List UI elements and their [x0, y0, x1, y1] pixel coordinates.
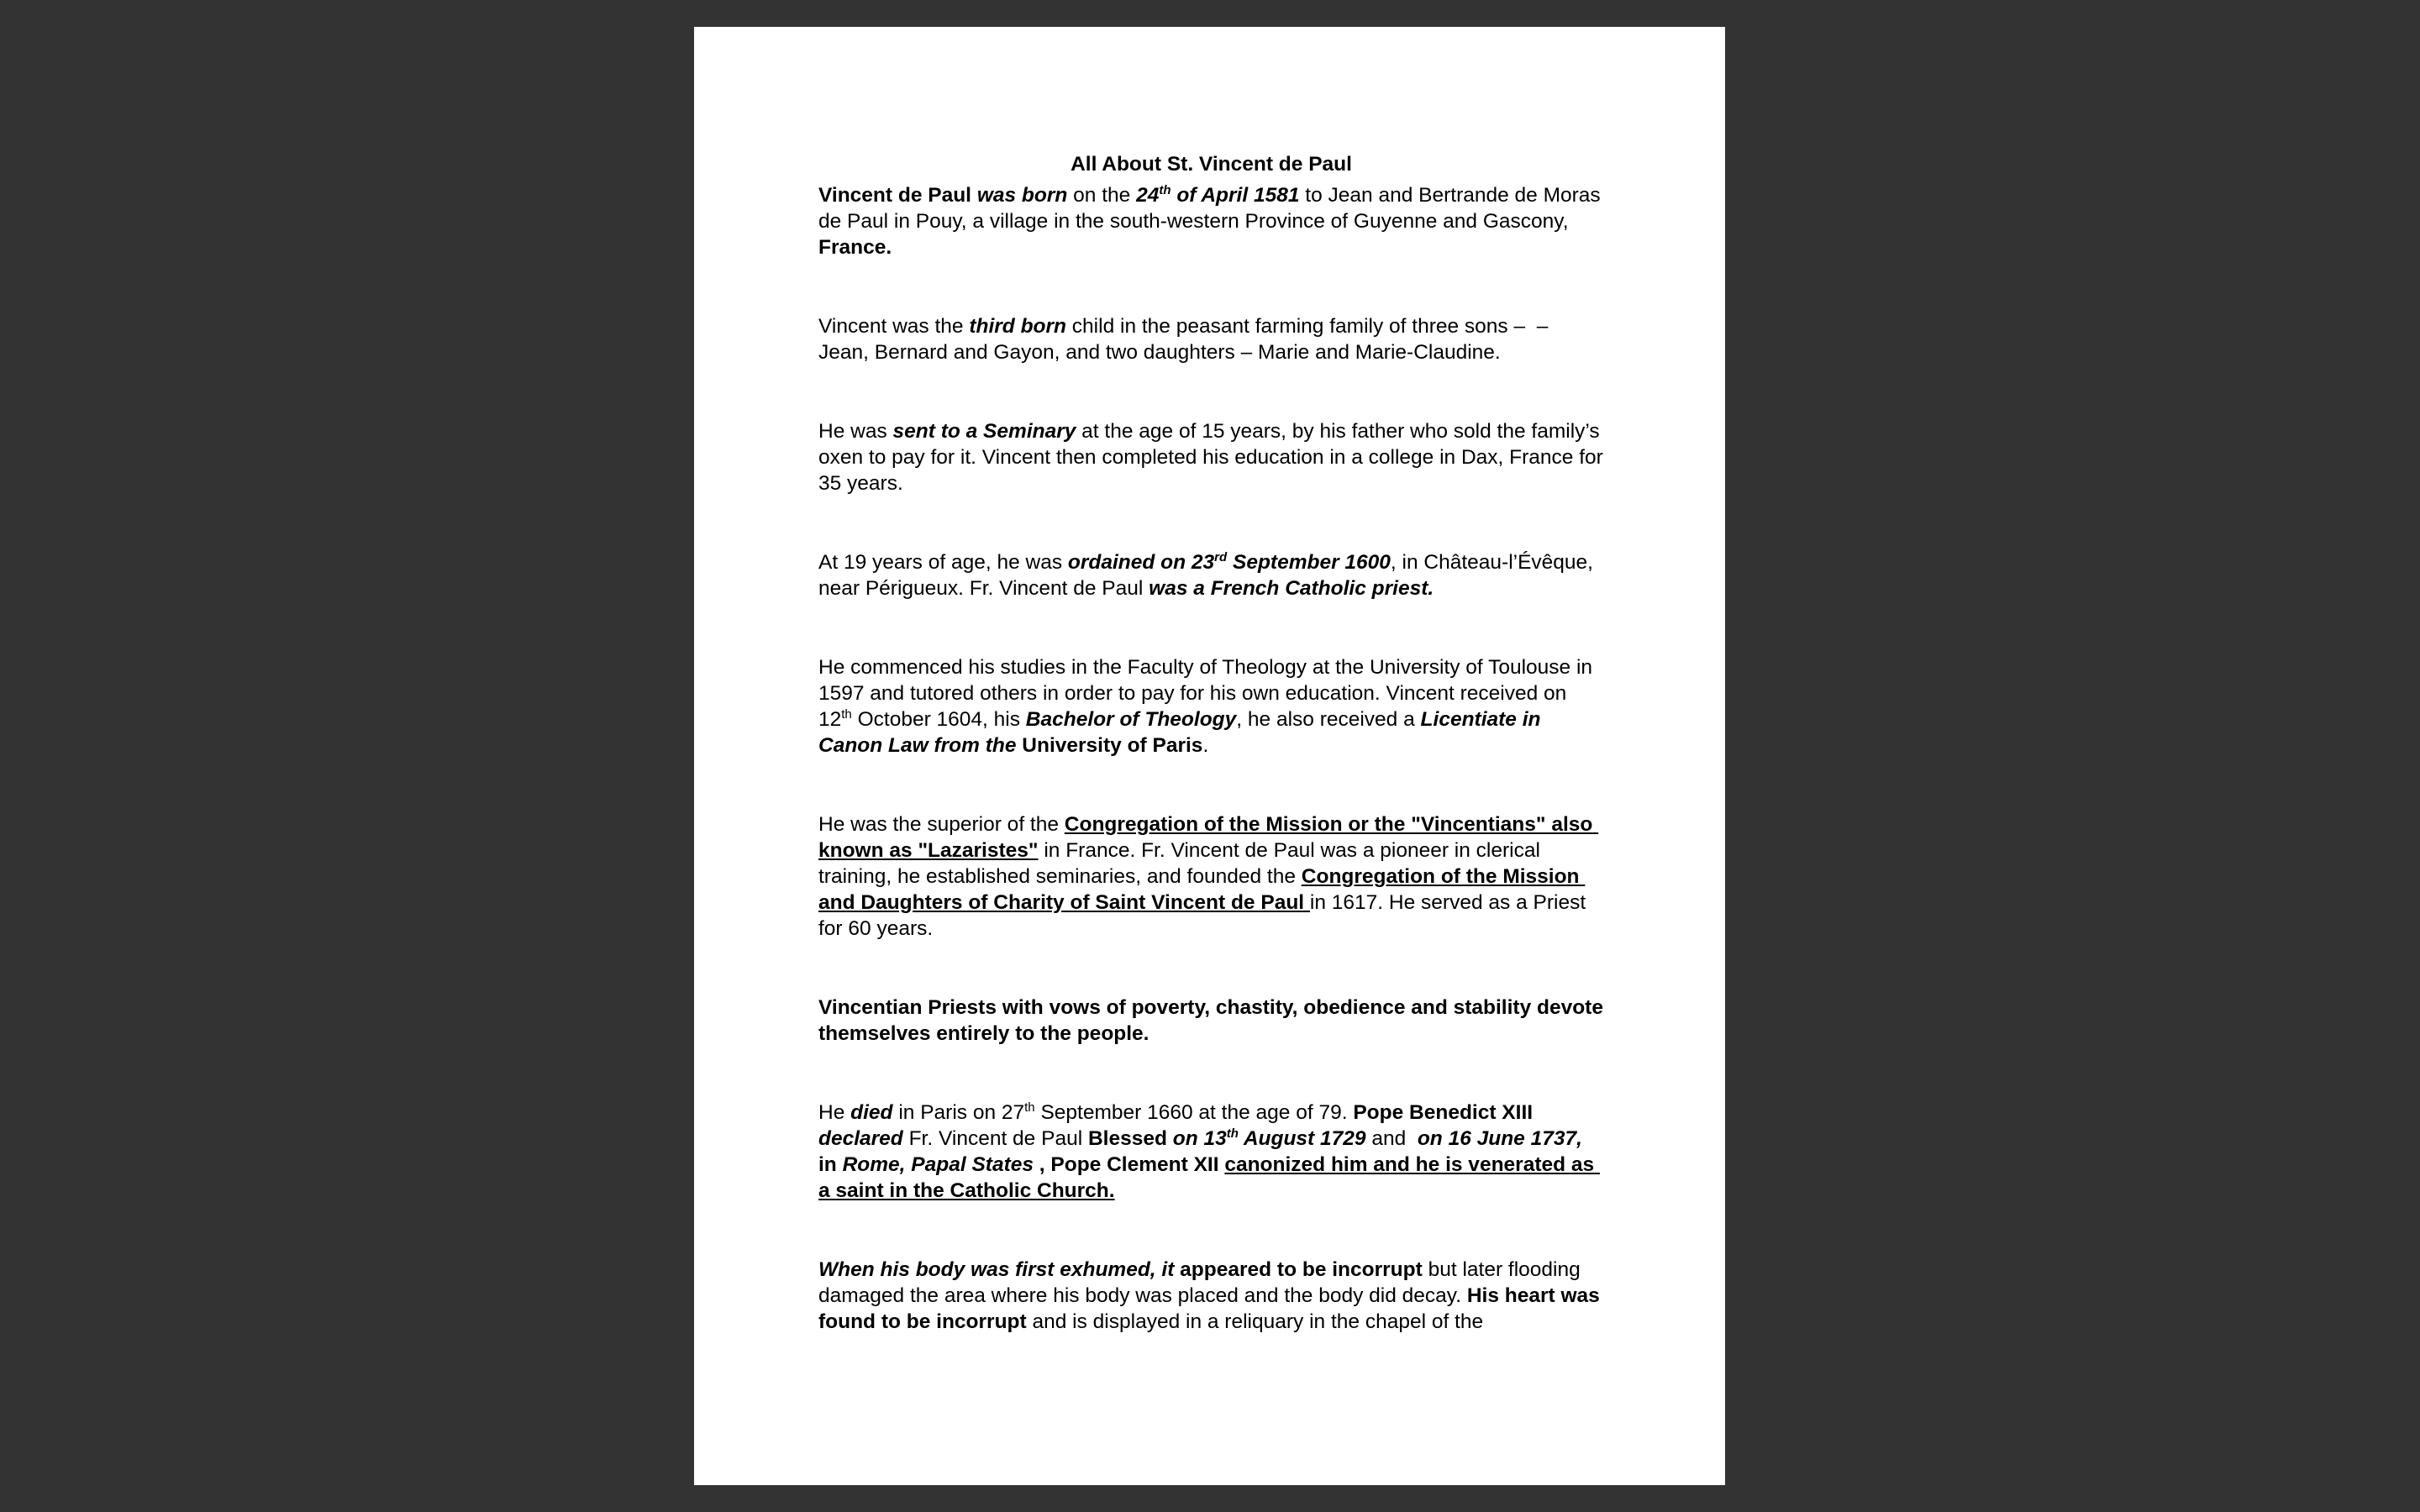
- text-run: in: [818, 1127, 1588, 1176]
- text-run: and: [1365, 1127, 1418, 1150]
- text-run: and is displayed in a reliquary in the chapel of the: [1026, 1310, 1484, 1333]
- text-run: 24: [1136, 184, 1160, 207]
- paragraph: [818, 995, 1609, 1047]
- text-run: September 1600: [1227, 551, 1391, 574]
- text-run: France.: [818, 236, 892, 259]
- paragraph: [818, 418, 1609, 496]
- text-run: He: [818, 1101, 851, 1124]
- text-run: canonized him and he is venerated as a saint in the Catholic Church.: [818, 1153, 1600, 1202]
- text-run: but later flooding damaged the area where his body was placed and the body did decay.: [818, 1258, 1586, 1307]
- text-run: sent to a Seminary: [892, 420, 1076, 443]
- text-run: Vincentian Priests with vows of poverty, chastity, obedience and stability devote themselves entirely to the people.: [818, 996, 1609, 1045]
- text-run: Pope Benedict XIII: [1353, 1101, 1539, 1124]
- text-run: on the: [1067, 184, 1137, 207]
- text-run: Congregation of the Mission and Daughters of Charity of Saint Vincent de Paul: [818, 865, 1586, 914]
- text-run: of April 1581: [1171, 184, 1300, 207]
- text-run: He commenced his studies in the Faculty of Theology at the University of Toulouse in 1597 and tutored others in order to pay for his own education. Vincent received on 12: [818, 656, 1598, 731]
- text-run: Vincent de Paul: [818, 184, 977, 207]
- text-run: appeared to be incorrupt: [1174, 1258, 1423, 1281]
- superscript-text: rd: [1214, 549, 1228, 564]
- superscript-text: th: [1024, 1100, 1035, 1115]
- paragraph: [818, 1257, 1604, 1335]
- text-run: Licentiate in Canon Law from the: [818, 708, 1547, 757]
- text-run: died: [850, 1101, 893, 1124]
- document-content: [818, 151, 1609, 1335]
- paragraph-list: [818, 182, 1609, 1335]
- paragraph: [818, 313, 1604, 365]
- superscript-text: th: [841, 706, 852, 722]
- text-run: University of Paris: [1016, 734, 1203, 757]
- text-run: in 1617. He served as a Priest for 60 years.: [818, 891, 1591, 940]
- text-run: He was the superior of the: [818, 813, 1065, 836]
- text-run: When his body was first exhumed, it: [818, 1258, 1175, 1281]
- paragraph: [818, 182, 1607, 260]
- paragraph: [818, 1100, 1604, 1204]
- text-run: to Jean and Bertrande de Moras de Paul in Pouy, a village in the south-western Province of Guyenne and Gascony,: [818, 184, 1607, 233]
- text-run: At 19 years of age, he was: [818, 551, 1068, 574]
- text-run: Congregation of the Mission or the "Vincentians" also known as "Lazaristes": [818, 813, 1599, 862]
- text-run: , in Château-l’Évêque, near Périgueux. Fr. Vincent de Paul: [818, 551, 1599, 600]
- text-run: August 1729: [1238, 1127, 1366, 1150]
- text-run: declared: [818, 1127, 903, 1150]
- text-run: on 13: [1172, 1127, 1227, 1150]
- text-run: Rome, Papal States: [842, 1153, 1034, 1176]
- paragraph: [818, 654, 1604, 759]
- text-run: was a French Catholic priest.: [1149, 577, 1434, 600]
- text-run: was born: [976, 184, 1068, 207]
- paragraph: [818, 811, 1604, 942]
- text-run: October 1604, his: [851, 708, 1026, 731]
- text-run: Bachelor of Theology: [1025, 708, 1237, 731]
- text-run: Blessed: [1087, 1127, 1173, 1150]
- text-run: in France. Fr. Vincent de Paul was a pioneer in clerical training, he established seminaries, and founded the: [818, 839, 1546, 888]
- document-title: All About St. Vincent de Paul: [1071, 153, 1352, 176]
- text-run: in Paris on 27: [892, 1101, 1025, 1124]
- text-run: .: [1202, 734, 1209, 757]
- text-run: on 16 June 1737,: [1417, 1127, 1582, 1150]
- text-run: third born: [969, 315, 1066, 338]
- text-run: at the age of 15 years, by his father who sold the family’s oxen to pay for it. Vincent then completed his education in a college in Dax, France for 35 years.: [818, 420, 1609, 495]
- text-run: ordained on 23: [1067, 551, 1215, 574]
- text-run: Vincent was the: [818, 315, 970, 338]
- superscript-text: th: [1159, 182, 1171, 197]
- document-page: [694, 27, 1725, 1485]
- text-run: Fr. Vincent de Paul: [902, 1127, 1088, 1150]
- text-run: child in the peasant farming family of three sons – – Jean, Bernard and Gayon, and two daughters – Marie and Marie-Claudine.: [818, 315, 1555, 364]
- text-run: He was: [818, 420, 893, 443]
- paragraph: [818, 549, 1604, 601]
- text-run: , Pope Clement XII: [1033, 1153, 1225, 1176]
- text-run: His heart was found to be incorrupt: [818, 1284, 1606, 1333]
- text-run: , he also received a: [1236, 708, 1421, 731]
- text-run: September 1660 at the age of 79.: [1034, 1101, 1354, 1124]
- superscript-text: th: [1226, 1126, 1239, 1141]
